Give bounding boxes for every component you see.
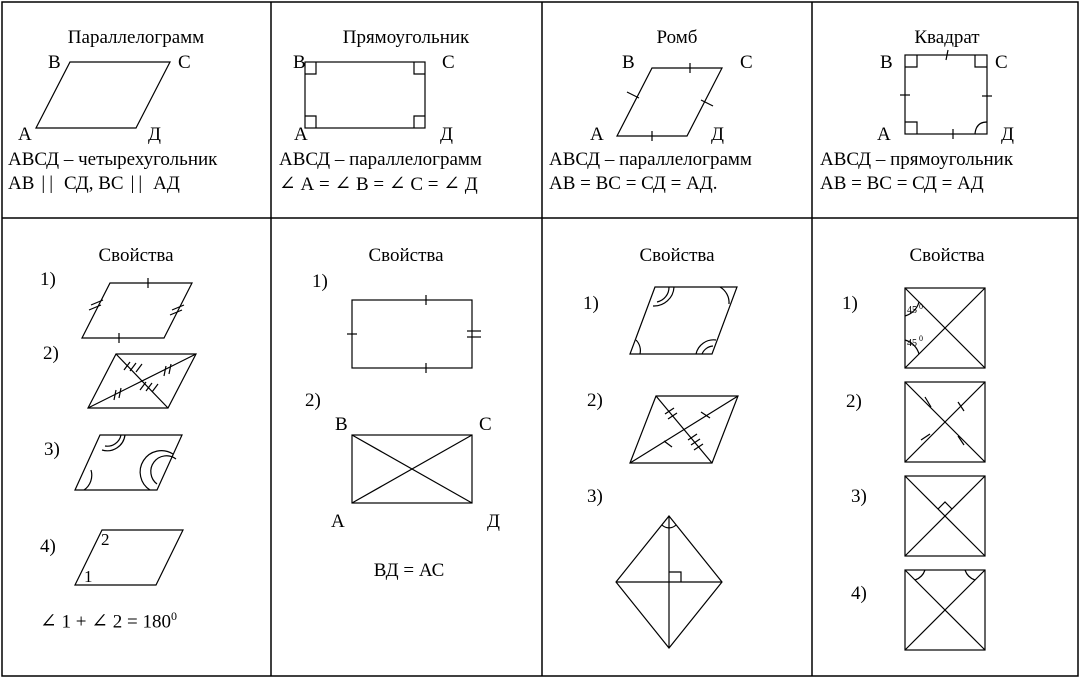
angle-sign: ∠ (388, 173, 406, 195)
col4-prop-number-3: 3) (851, 486, 867, 507)
col4-prop-number-1: 1) (842, 293, 858, 314)
col1-properties-title: Свойства (98, 245, 174, 266)
col3-vertex-d: Д (711, 124, 724, 145)
col4-definition-line1: АВСД – прямоугольник (820, 149, 1014, 170)
angle-45-top: 45 (907, 305, 917, 316)
col4-vertex-b: В (880, 52, 893, 73)
col4-vertex-d: Д (1001, 124, 1014, 145)
degree-mark-bottom: 0 (919, 334, 923, 343)
square-prop1-figure (905, 288, 985, 368)
col1-prop-number-1: 1) (40, 269, 56, 290)
col2-title: Прямоугольник (342, 27, 470, 48)
col2-prop2-vertex-c: С (479, 414, 492, 435)
angle-sign: ∠ (279, 173, 296, 195)
rhombus-prop2-figure (630, 396, 738, 463)
col3-vertex-c: С (740, 52, 753, 73)
angle-sign: ∠ (91, 610, 108, 633)
rhombus-figure (617, 63, 722, 141)
col3-prop-number-3: 3) (587, 486, 603, 507)
col4-properties-title: Свойства (909, 245, 985, 266)
col1-definition-line2 (8, 174, 180, 193)
col2-prop2-vertex-d: Д (487, 511, 500, 532)
col1-def2-mid: СД, ВС (64, 173, 124, 194)
degree-mark-top: 0 (919, 302, 923, 311)
col2-diagonals-formula: ВД = АС (373, 560, 445, 581)
col3-vertex-a: А (590, 124, 604, 145)
rectangle-prop1-figure (347, 295, 481, 373)
col2-vertex-d: Д (440, 124, 453, 145)
col1-angle-sum-formula: ∠ 1 + ∠ $2 = 180^0$ (40, 609, 177, 633)
col1-definition-line1: АВСД – четырехугольник (8, 149, 218, 170)
col2-prop-number-2: 2) (305, 390, 321, 411)
rhombus-prop3-figure (616, 516, 722, 648)
rhombus-prop1-figure (630, 287, 737, 354)
col4-definition-line2: АВ = ВС = СД = АД (820, 173, 984, 194)
col1-vertex-b: В (48, 52, 61, 73)
col1-prop-number-2: 2) (43, 343, 59, 364)
col3-prop-number-2: 2) (587, 390, 603, 411)
rectangle-prop2-figure (352, 435, 472, 503)
col1-vertex-a: А (18, 124, 32, 145)
angle-45-bottom: 45 (907, 338, 917, 349)
col3-title: Ромб (656, 27, 698, 48)
col1-def2-right: АД (153, 173, 180, 194)
col3-properties-title: Свойства (639, 245, 715, 266)
col1-vertex-c: С (178, 52, 191, 73)
angle-1-label: 1 (84, 567, 93, 586)
col2-vertex-a: А (294, 124, 308, 145)
col4-vertex-c: С (995, 52, 1008, 73)
col1-title: Параллелограмм (67, 27, 205, 48)
col4-vertex-a: А (877, 124, 891, 145)
col3-definition-line1: АВСД – параллелограмм (549, 149, 752, 170)
col3-prop-number-1: 1) (583, 293, 599, 314)
col1-prop-number-3: 3) (44, 439, 60, 460)
col2-prop2-vertex-a: А (331, 511, 345, 532)
square-figure (900, 50, 992, 139)
angle-sign: ∠ (443, 173, 461, 195)
col2-definition-line2: ∠ А = ∠ В = ∠ С = ∠ Д (279, 173, 478, 195)
col2-properties-title: Свойства (368, 245, 444, 266)
col2-prop-number-1: 1) (312, 271, 328, 292)
col1-def2-left: АВ (8, 173, 35, 194)
col1-vertex-d: Д (148, 124, 161, 145)
angle-sign: ∠ (334, 173, 352, 195)
angle-sign: ∠ (40, 610, 57, 633)
col2-prop2-vertex-b: В (335, 414, 348, 435)
col2-definition-line1: АВСД – параллелограмм (279, 149, 482, 170)
col2-vertex-c: С (442, 52, 455, 73)
square-prop3-figure (905, 476, 985, 556)
col4-prop-number-4: 4) (851, 583, 867, 604)
parallel-sign: || (130, 173, 147, 194)
rectangle-figure (305, 62, 425, 128)
parallel-sign: || (41, 173, 58, 194)
angle-2-label: 2 (101, 530, 110, 549)
col1-prop-number-4: 4) (40, 536, 56, 557)
col3-definition-line2: АВ = ВС = СД = АД. (549, 173, 718, 194)
parallelogram-prop2-figure (88, 354, 196, 408)
col4-prop-number-2: 2) (846, 391, 862, 412)
square-prop2-figure (905, 382, 985, 462)
parallelogram-prop3-figure (75, 435, 182, 490)
parallelogram-prop1-figure (82, 278, 192, 343)
col4-title: Квадрат (914, 27, 980, 48)
col3-vertex-b: В (622, 52, 635, 73)
square-prop4-figure (905, 570, 985, 650)
col2-vertex-b: В (293, 52, 306, 73)
